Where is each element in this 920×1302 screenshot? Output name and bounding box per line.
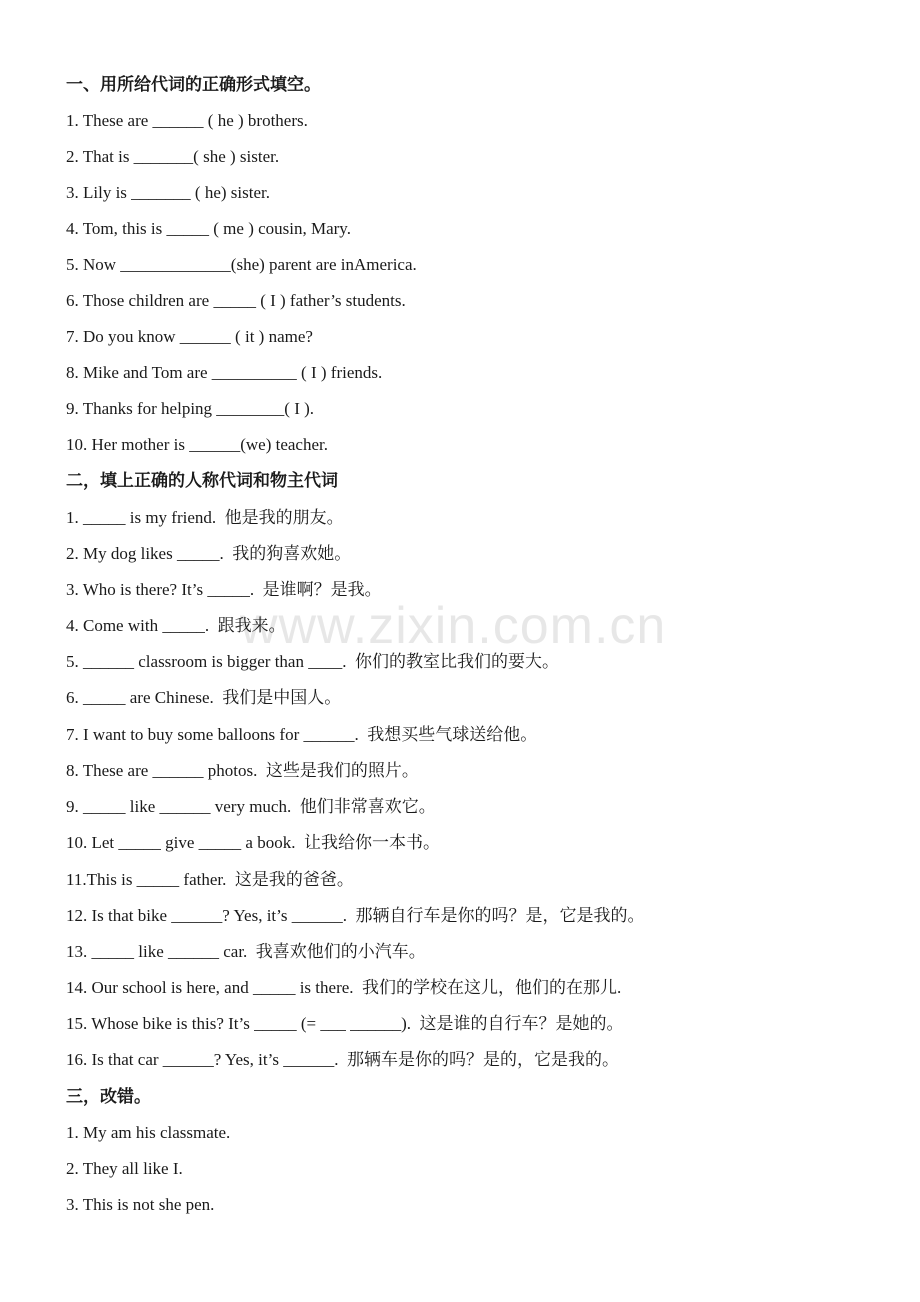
exercise-item: 7. Do you know ______ ( it ) name? xyxy=(66,327,313,346)
exercise-item: 11.This is _____ father. 这是我的爸爸。 xyxy=(66,870,354,889)
exercise-item: 7. I want to buy some balloons for ______. 我想买些气球送给他。 xyxy=(66,725,538,744)
exercise-item: 2. They all like I. xyxy=(66,1159,183,1178)
exercise-item: 14. Our school is here, and _____ is there. 我们的学校在这儿，他们的在那儿. xyxy=(66,978,622,997)
exercise-item: 9. _____ like ______ very much. 他们非常喜欢它。 xyxy=(66,797,436,816)
exercise-item: 10. Her mother is ______(we) teacher. xyxy=(66,435,328,454)
exercise-item: 13. _____ like ______ car. 我喜欢他们的小汽车。 xyxy=(66,942,426,961)
exercise-item: 4. Tom, this is _____ ( me ) cousin, Mary. xyxy=(66,219,351,238)
exercise-item: 12. Is that bike ______? Yes, it’s ______. 那辆自行车是你的吗？是，它是我的。 xyxy=(66,906,645,925)
exercise-item: 6. _____ are Chinese. 我们是中国人。 xyxy=(66,688,342,707)
exercise-item: 15. Whose bike is this? It’s _____ (= ___ ______). 这是谁的自行车？是她的。 xyxy=(66,1014,624,1033)
section-3-heading: 三，改错。 xyxy=(66,1087,151,1106)
exercise-item: 1. My am his classmate. xyxy=(66,1123,231,1142)
exercise-item: 3. Lily is _______ ( he) sister. xyxy=(66,183,270,202)
exercise-item: 5. Now _____________(she) parent are inAmerica. xyxy=(66,255,417,274)
exercise-item: 2. That is _______( she ) sister. xyxy=(66,147,280,166)
exercise-item: 1. _____ is my friend. 他是我的朋友。 xyxy=(66,508,344,527)
exercise-item: 16. Is that car ______? Yes, it’s ______. 那辆车是你的吗？是的，它是我的。 xyxy=(66,1050,619,1069)
exercise-item: 6. Those children are _____ ( I ) father’s students. xyxy=(66,291,406,310)
exercise-item: 9. Thanks for helping ________( I ). xyxy=(66,399,315,418)
exercise-item: 10. Let _____ give _____ a book. 让我给你一本书。 xyxy=(66,833,440,852)
exercise-item: 1. These are ______ ( he ) brothers. xyxy=(66,111,308,130)
section-1-heading: 一、用所给代词的正确形式填空。 xyxy=(66,75,321,94)
exercise-item: 8. These are ______ photos. 这些是我们的照片。 xyxy=(66,761,419,780)
exercise-item: 4. Come with _____. 跟我来。 xyxy=(66,616,286,635)
exercise-item: 3. This is not she pen. xyxy=(66,1195,215,1214)
exercise-item: 5. ______ classroom is bigger than ____. 你们的教室比我们的要大。 xyxy=(66,652,559,671)
exercise-item: 2. My dog likes _____. 我的狗喜欢她。 xyxy=(66,544,352,563)
watermark: www.zixin.com.cn xyxy=(240,597,667,655)
exercise-item: 3. Who is there? It’s _____. 是谁啊？是我。 xyxy=(66,580,382,599)
exercise-item: 8. Mike and Tom are __________ ( I ) friends. xyxy=(66,363,383,382)
section-2-heading: 二，填上正确的人称代词和物主代词 xyxy=(66,471,338,490)
